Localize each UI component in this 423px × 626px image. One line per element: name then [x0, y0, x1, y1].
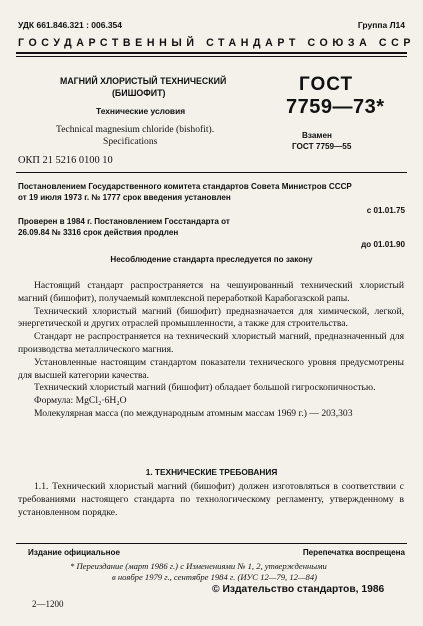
reprint-prohibited: Перепечатка воспрещена: [302, 548, 405, 557]
udk-code: УДК 661.846.321 : 006.354: [18, 20, 123, 30]
copyright: © Издательство стандартов, 1986: [212, 584, 385, 595]
print-code: 2—1200: [32, 599, 64, 609]
okp-code: ОКП 21 5216 0100 10: [18, 155, 113, 166]
paragraph-quality: Установленные настоящим стандартом показатели технического уровня предусмотрены для высшей категории качества.: [18, 356, 404, 381]
check-line1: Проверен в 1984 г. Постановлением Госстандарта от: [18, 217, 230, 226]
title-ru-line2: (БИШОФИТ): [112, 88, 166, 98]
paragraph-scope: Настоящий стандарт распространяется на чешуированный технический хлористый магний (бишофит), получаемый комплексной переработкой Карабогазской рапы.: [18, 280, 404, 304]
paragraph-1-1: 1.1. Технический хлористый магний (бишофит) должен изготовляться в соответствии с требованиями настоящего стандарта по технологическому регламенту, утвержденному в установленном порядке.: [18, 481, 404, 518]
official-edition: Издание официальное: [28, 548, 120, 557]
section-title: 1. ТЕХНИЧЕСКИЕ ТРЕБОВАНИЯ: [145, 467, 278, 477]
violation-note: Несоблюдение стандарта преследуется по закону: [110, 255, 313, 264]
check-line2: 26.09.84 № 3316 срок действия продлен: [18, 228, 179, 237]
replaces-label: Взамен: [302, 131, 332, 140]
title-en-line2: Specifications: [103, 136, 158, 147]
okp-rule: [16, 172, 407, 173]
formula-line: [18, 395, 404, 408]
reissue-note-line1: * Переиздание (март 1986 г.) с Изменениями № 1, 2, утвержденными: [70, 561, 327, 571]
paragraph-exclusion: Стандарт не распространяется на технический хлористый магний, предназначенный для производства металлического магния.: [18, 331, 404, 355]
formula-value: MgCl₂·6H₂O: [75, 395, 127, 407]
body-text: [18, 280, 404, 421]
title-en-line1: Technical magnesium chloride (bishofit).: [56, 124, 215, 135]
paragraph-molar-mass: Молекулярная масса (по международным атомным массам 1969 г.) — 203,303: [34, 407, 353, 419]
header-rule-thick: [16, 52, 407, 54]
title-ru-line1: МАГНИЙ ХЛОРИСТЫЙ ТЕХНИЧЕСКИЙ: [60, 76, 227, 86]
reissue-note-line2: в ноябре 1979 г., сентябре 1984 г. (ИУС 12—79, 12—84): [112, 572, 318, 582]
paragraph-purpose: Технический хлористый магний (бишофит) предназначается для химической, легкой, энергетической и других отраслей промышленности, а также для строительства.: [18, 305, 404, 330]
title-ru-subtitle: Технические условия: [96, 106, 186, 116]
formula-label: Формула:: [34, 395, 74, 407]
gost-number: 7759—73*: [286, 96, 385, 118]
footer-rule: [16, 543, 407, 544]
gost-label: ГОСТ: [299, 74, 354, 95]
header-rule-thin: [16, 56, 407, 57]
decree-date1: с 01.01.75: [366, 206, 405, 215]
decree-line1: Постановлением Государственного комитета стандартов Совета Министров СССР: [18, 182, 352, 191]
paragraph-hygroscopic: Технический хлористый магний (бишофит) обладает большой гигроскопичностью.: [34, 382, 376, 394]
decree-line2: от 19 июля 1973 г. № 1777 срок введения установлен: [18, 193, 231, 202]
replaces-value: ГОСТ 7759—55: [292, 142, 352, 151]
section-body: [18, 481, 404, 519]
group-code: Группа Л14: [357, 20, 405, 30]
decree-date2: до 01.01.90: [361, 240, 405, 249]
state-standard-heading: ГОСУДАРСТВЕННЫЙ СТАНДАРТ СОЮЗА ССР: [18, 37, 416, 49]
